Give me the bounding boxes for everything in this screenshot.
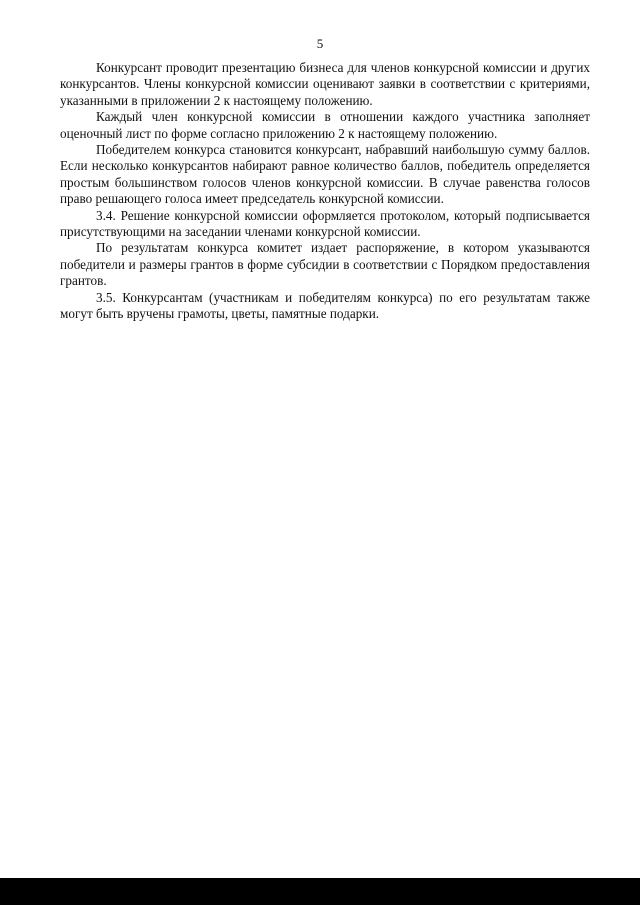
paragraph-3-4-protocol: 3.4. Решение конкурсной комиссии оформляется протоколом, который подписывается присутствующими на заседании членами конкурсной комиссии.: [60, 207, 590, 240]
paragraph-winner-rules: Победителем конкурса становится конкурсант, набравший наибольшую сумму баллов. Если несколько конкурсантов набирают равное количество баллов, победитель определяется простым большинством голосов членов конкурсной комиссии. В случае равенства голосов право решающего голоса имеет председатель конкурсной комиссии.: [60, 142, 590, 207]
scan-bottom-border: [0, 878, 640, 905]
paragraph-3-5-awards: 3.5. Конкурсантам (участникам и победителям конкурса) по его результатам также могут быть вручены грамоты, цветы, памятные подарки.: [60, 289, 590, 322]
paragraph-evaluation-sheet: Каждый член конкурсной комиссии в отношении каждого участника заполняет оценочный лист по форме согласно приложению 2 к настоящему положению.: [60, 109, 590, 141]
document-body: [60, 60, 590, 323]
paragraph-presentation: Конкурсант проводит презентацию бизнеса для членов конкурсной комиссии и других конкурсантов. Члены конкурсной комиссии оценивают заявки в соответствии с критериями, указанными в приложении 2 к настоящему положению.: [60, 60, 590, 108]
page-number: 5: [316, 36, 324, 51]
paragraph-committee-order: По результатам конкурса комитет издает распоряжение, в котором указываются победители и размеры грантов в форме субсидии в соответствии с Порядком предоставления грантов.: [60, 240, 590, 289]
